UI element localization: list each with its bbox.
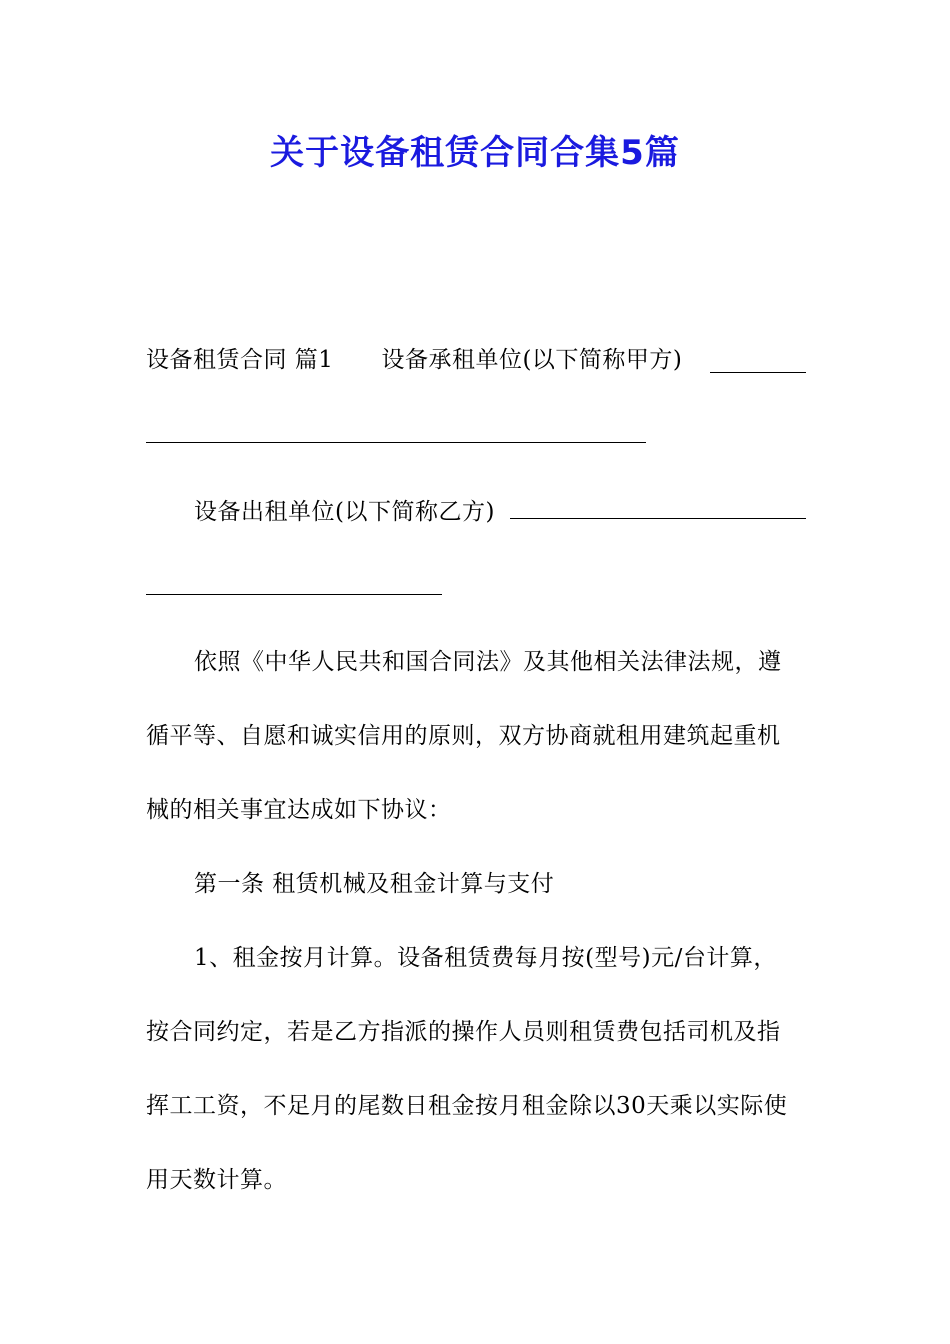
intro-line-2: 循平等、自愿和诚实信用的原则，双方协商就租用建筑起重机 [146, 723, 781, 749]
article-1-heading: 第一条 租赁机械及租金计算与支付 [194, 871, 555, 897]
party-b-line [194, 494, 854, 530]
intro-line-1: 依照《中华人民共和国合同法》及其他相关法律法规，遵 [194, 649, 782, 675]
party-b-label: 设备出租单位(以下简称乙方) [194, 499, 495, 525]
party-a-label: 设备承租单位(以下简称甲方) [381, 347, 683, 373]
article-1-item-1-line-2: 按合同约定，若是乙方指派的操作人员则租赁费包括司机及指 [146, 1019, 781, 1045]
article-1-item-1-line-1: 1、租金按月计算。设备租赁费每月按(型号)元/台计算， [194, 945, 777, 971]
section-heading: 设备租赁合同 篇1 [146, 347, 334, 373]
party-a-blank-line-2 [146, 442, 646, 443]
section-heading-line [146, 342, 806, 378]
document-title: 关于设备租赁合同合集5篇 [270, 133, 680, 173]
party-a-blank-line [710, 372, 806, 373]
party-b-blank-line-2 [146, 594, 442, 595]
article-1-item-1-line-4: 用天数计算。 [146, 1167, 287, 1193]
intro-line-3: 械的相关事宜达成如下协议： [146, 797, 452, 823]
article-1-item-1-line-3: 挥工工资，不足月的尾数日租金按月租金除以30天乘以实际使 [146, 1093, 788, 1119]
party-b-blank-line [510, 518, 806, 519]
